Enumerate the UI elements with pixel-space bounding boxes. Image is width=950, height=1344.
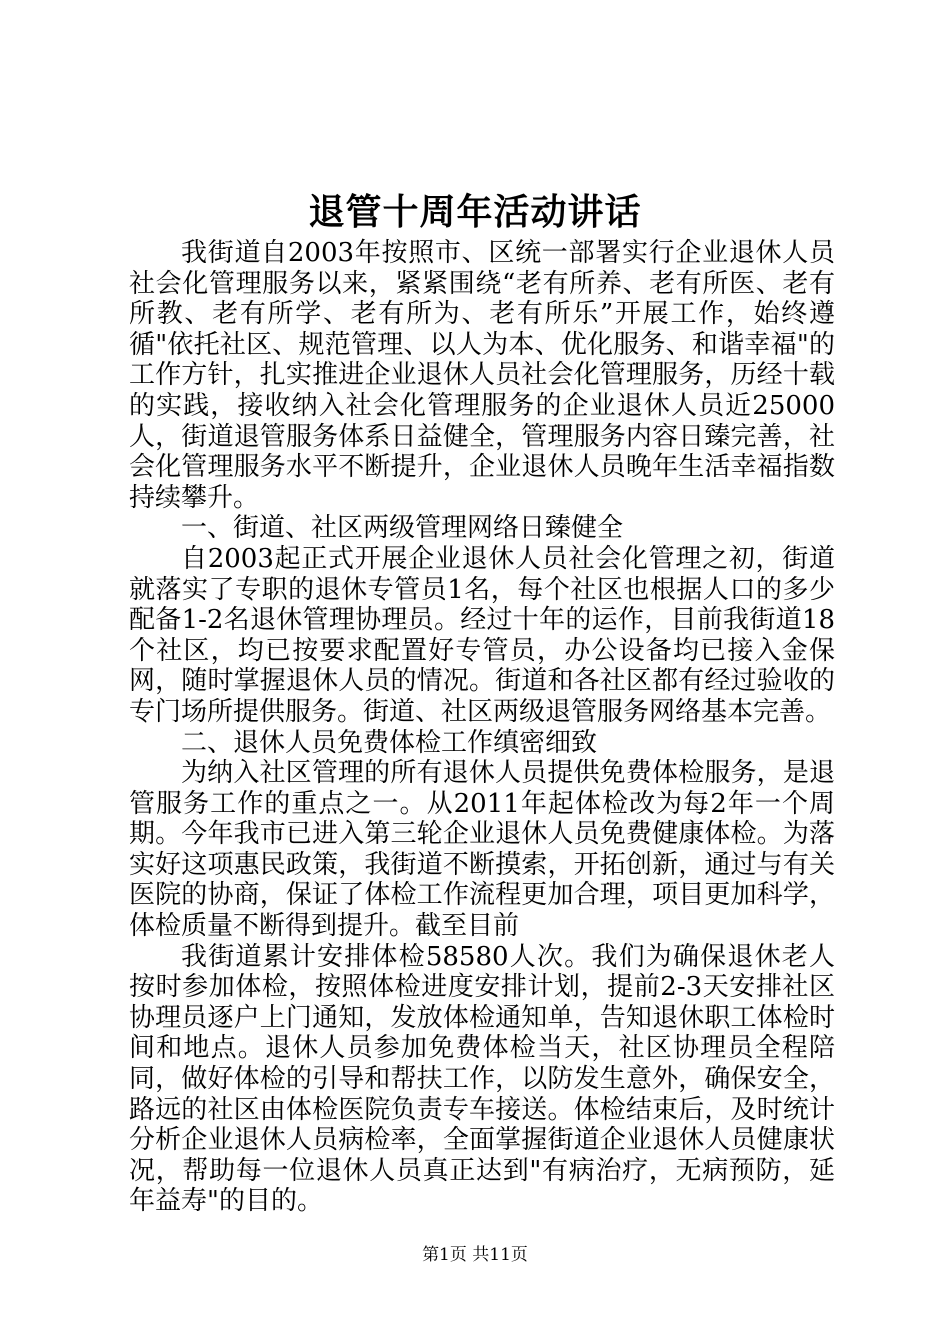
paragraph-section-2: 为纳入社区管理的所有退休人员提供免费体检服务，是退管服务工作的重点之一。从2011年起体检改为每2年一个周期。今年我市已进入第三轮企业退休人员免费健康体检。为落实好这项惠民政策，我街道不断摸索，开拓创新，通过与有关医院的协商，保证了体检工作流程更加合理，项目更加科学，体检质量不断得到提升。截至目前 [129,758,835,942]
document-body [129,238,835,1217]
paragraph-intro: 我街道自2003年按照市、区统一部署实行企业退休人员社会化管理服务以来，紧紧围绕“老有所养、老有所医、老有所教、老有所学、老有所为、老有所乐”开展工作，始终遵循"依托社区、规范管理、以人为本、优化服务、和谐幸福"的工作方针，扎实推进企业退休人员社会化管理服务，历经十载的实践，接收纳入社会化管理服务的企业退休人员近25000人，街道退管服务体系日益健全，管理服务内容日臻完善，社会化管理服务水平不断提升，企业退休人员晚年生活幸福指数持续攀升。 [129,238,835,513]
paragraph-section-2-cont: 我街道累计安排体检58580人次。我们为确保退休老人按时参加体检，按照体检进度安排计划，提前2-3天安排社区协理员逐户上门通知，发放体检通知单，告知退休职工体检时间和地点。退休人员参加免费体检当天，社区协理员全程陪同，做好体检的引导和帮扶工作，以防发生意外，确保安全，路远的社区由体检医院负责专车接送。体检结束后，及时统计分析企业退休人员病检率，全面掌握街道企业退休人员健康状况，帮助每一位退休人员真正达到"有病治疗，无病预防，延年益寿"的目的。 [129,941,835,1217]
paragraph-section-1: 自2003起正式开展企业退休人员社会化管理之初，街道就落实了专职的退休专管员1名，每个社区也根据人口的多少配备1-2名退休管理协理员。经过十年的运作，目前我街道18个社区，均已按要求配置好专管员，办公设备均已接入金保网，随时掌握退休人员的情况。街道和各社区都有经过验收的专门场所提供服务。街道、社区两级退管服务网络基本完善。 [129,543,835,727]
section-heading-1: 一、街道、社区两级管理网络日臻健全 [181,513,624,544]
document-title: 退管十周年活动讲话 [308,191,642,233]
page-footer: 第1页 共11页 [422,1245,528,1265]
section-heading-2: 二、退休人员免费体检工作缜密细致 [181,727,598,758]
